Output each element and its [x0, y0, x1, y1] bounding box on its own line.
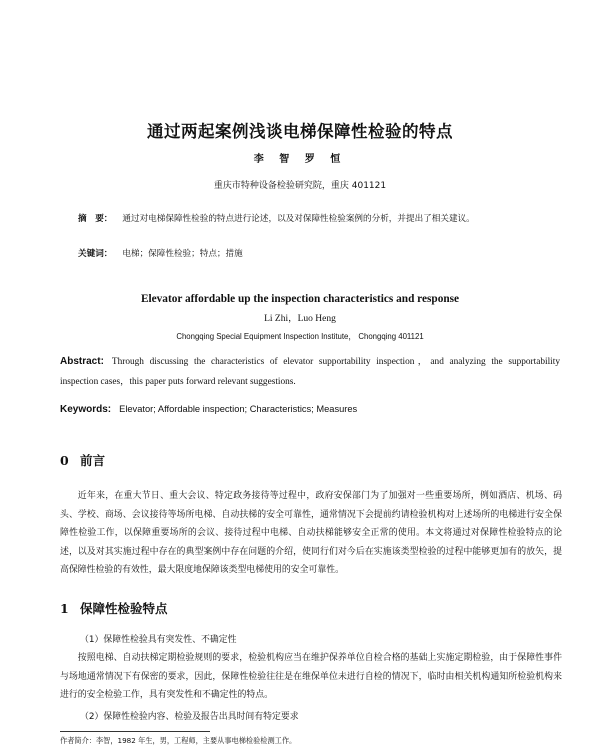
keywords-text-en: Elevator; Affordable inspection; Characteristics; Measures	[119, 404, 358, 414]
body-paragraph: 近年来，在重大节日、重大会议、特定政务接待等过程中，政府安保部门为了加强对一些重要场所，例如酒店、机场、码头、学校、商场、会议接待等场所电梯、自动扶梯的安全可靠性，通常情况下会提前约请检验机构对上述场所的电梯进行安全保障性检验工作，以保障重要场所的会议、接待过程中电梯、自动扶梯能够安全正常的使用。本文将通过对保障性检验特点的论述，以及对其实施过程中存在的典型案例中存在问题的介绍，使同行们对今后在实施该类型检验的过程中能够更加有的放矢，提高保障性检验的有效性，最大限度地保障该类型电梯使用的安全可靠性。	[60, 491, 562, 575]
abstract-text-en: Through discussing the characteristics of elevator supportability inspection，and analyzing the supportability inspection cases，this paper puts forward relevant suggestions.	[60, 357, 560, 387]
abstract-cn	[78, 212, 558, 224]
abstract-label-en: Abstract:	[60, 356, 104, 367]
affiliation-en: Chongqing Special Equipment Inspection Institute， Chongqing 401121	[176, 332, 424, 341]
section-heading-preface	[60, 451, 105, 469]
section-title: 保障性检验特点	[80, 601, 168, 616]
authors-en: Li Zhi，Luo Heng	[264, 314, 336, 324]
author-footnote: 作者简介：李智，1982 年生，男，工程师，主要从事电梯检验检测工作。	[60, 736, 297, 745]
keywords-label-en: Keywords:	[60, 404, 112, 415]
authors-cn: 李 智 罗 恒	[253, 154, 347, 165]
affiliation-cn: 重庆市特种设备检验研究院，重庆 401121	[213, 181, 387, 191]
subheading: （2）保障性检验内容、检验及报告出具时间有特定要求	[80, 712, 299, 722]
footnote-divider	[60, 731, 210, 732]
body-paragraph: 按照电梯、自动扶梯定期检验规则的要求，检验机构应当在维护保养单位自检合格的基础上实施定期检验，由于保障性事件与场地通常情况下有保密的要求，因此，保障性检验往往是在维保单位未进行自检的情况下，临时由相关机构通知所检验机构来进行的安全检验工作，具有突发性和不确定性的特点。	[60, 653, 562, 700]
section-number: 0	[60, 453, 69, 468]
section-heading-characteristics	[60, 599, 168, 617]
keywords-en	[60, 404, 560, 415]
paper-title-en: Elevator affordable up the inspection characteristics and response	[140, 293, 460, 305]
section-number: 1	[60, 601, 69, 616]
paper-title-cn: 通过两起案例浅谈电梯保障性检验的特点	[147, 122, 453, 141]
keywords-cn	[78, 247, 558, 259]
subheading: （1）保障性检验具有突发性、不确定性	[80, 635, 237, 645]
section-title: 前言	[80, 453, 106, 468]
abstract-text-cn: 通过对电梯保障性检验的特点进行论述，以及对保障性检验案例的分析，并提出了相关建议。	[122, 214, 475, 224]
keywords-text-cn: 电梯；保障性检验；特点；措施	[122, 249, 243, 259]
abstract-label-cn: 摘 要：	[78, 214, 113, 224]
keywords-label-cn: 关键词：	[78, 249, 113, 259]
abstract-en	[60, 352, 560, 392]
